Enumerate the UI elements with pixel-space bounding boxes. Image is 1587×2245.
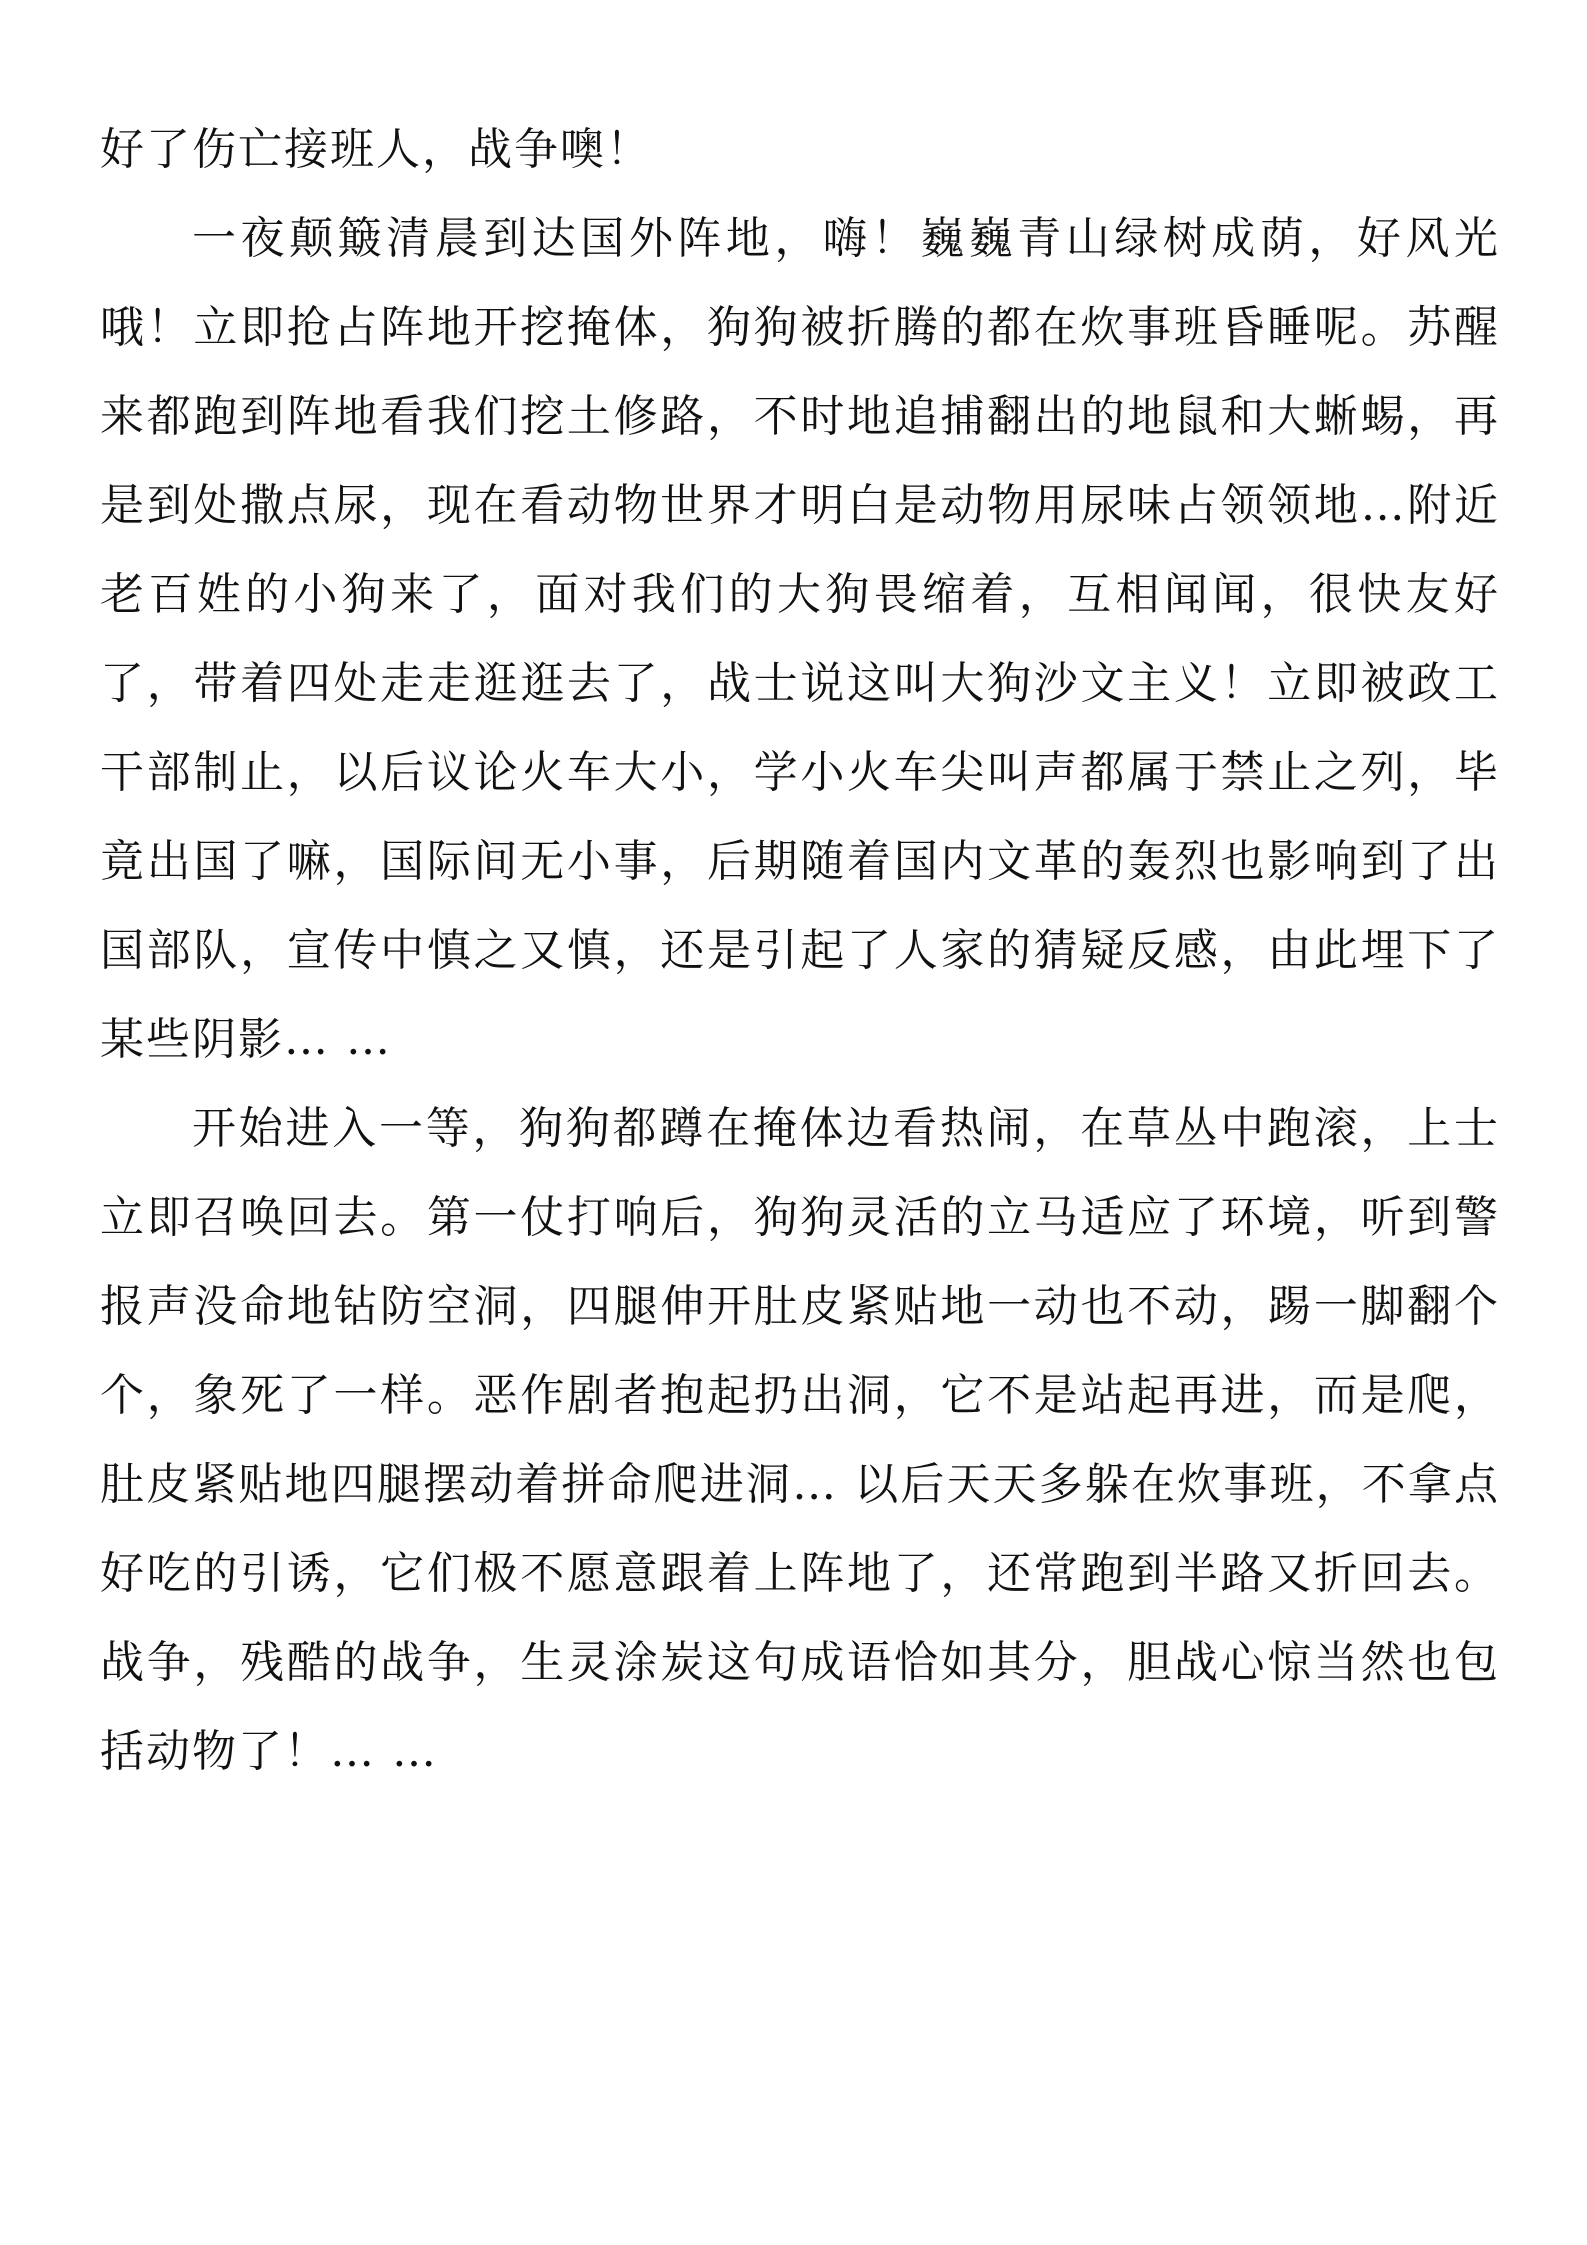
paragraph-3: 开始进入一等，狗狗都蹲在掩体边看热闹，在草丛中跑滚，上士立即召唤回去。第一仗打响后，狗狗灵活的立马适应了环境，听到警报声没命地钻防空洞，四腿伸开肚皮紧贴地一动也不动，踢一脚翻个个，象死了一样。恶作剧者抱起扔出洞，它不是站起再进，而是爬，肚皮紧贴地四腿摆动着拼命爬进洞… 以后天天多躲在炊事班，不拿点好吃的引诱，它们极不愿意跟着上阵地了，还常跑到半路又折回去。战争，残酷的战争，生灵涂炭这句成语恰如其分，胆战心惊当然也包括动物了！… …: [100, 1103, 1500, 1777]
paragraph-2: 一夜颠簸清晨到达国外阵地，嗨！巍巍青山绿树成荫，好风光哦！立即抢占阵地开挖掩体，狗狗被折腾的都在炊事班昏睡呢。苏醒来都跑到阵地看我们挖土修路，不时地追捕翻出的地鼠和大蜥蜴，再是到处撒点尿，现在看动物世界才明白是动物用尿味占领领地…附近老百姓的小狗来了，面对我们的大狗畏缩着，互相闻闻，很快友好了，带着四处走走逛逛去了，战士说这叫大狗沙文主义！立即被政工干部制止，以后议论火车大小，学小火车尖叫声都属于禁止之列，毕竟出国了嘛，国际间无小事，后期随着国内文革的轰烈也影响到了出国部队，宣传中慎之又慎，还是引起了人家的猜疑反感，由此埋下了某些阴影… …: [100, 213, 1500, 1065]
document-body: [100, 105, 1500, 1796]
paragraph-1: 好了伤亡接班人，战争噢！: [100, 124, 652, 175]
